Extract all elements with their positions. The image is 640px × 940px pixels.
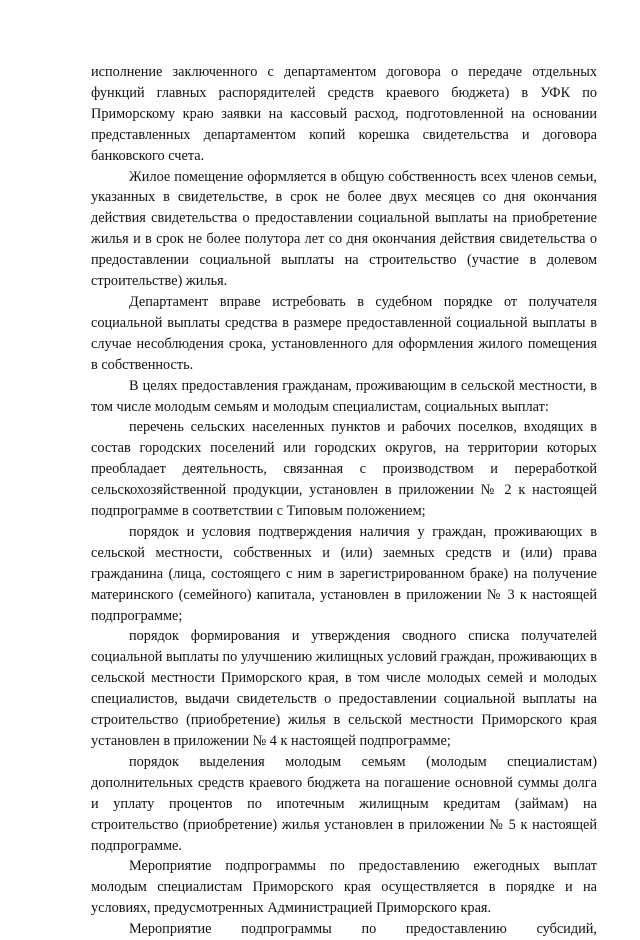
paragraph-young-specialists-payments: Мероприятие подпрограммы по предоставлению ежегодных выплат молодым специалистам Приморского края осуществляется в порядке и на условиях, предусмотренных Администрацией Приморского края. <box>91 858 597 917</box>
paragraph-subsidies-start: Мероприятие подпрограммы по предоставлению субсидий, <box>129 921 597 938</box>
paragraph-own-funds-confirmation: порядок и условия подтверждения наличия у граждан, проживающих в сельской местности, собственных и (или) заемных средств и (или) права гражданина (лица, состоящего с ним в зарегистрированном браке) на получение материнского (семейного) капитала, установлен в приложении № 3 к настоящей подпрограмме; <box>91 523 597 624</box>
paragraph-rural-settlements-list: перечень сельских населенных пунктов и рабочих поселков, входящих в состав городских поселений или городских округов, на территории которых преобладает деятельность, связанная с производством и переработкой сельскохозяйственной продукции, установлен в приложении № 2 к настоящей подпрограмме в соответствии с Типовым положением; <box>91 419 597 520</box>
paragraph-rural-social-payments-intro: В целях предоставления гражданам, проживающим в сельской местности, в том числе молодым семьям и молодым специалистам, социальных выплат: <box>91 377 597 415</box>
paragraph-recipients-list-procedure: порядок формирования и утверждения сводного списка получателей социальной выплаты по улучшению жилищных условий граждан, проживающих в сельской местности Приморского края, в том числе молодых семей и молодых специалистов, выдачи свидетельств о предоставлении социальной выплаты на строительство (приобретение) жилья в сельской местности Приморского края установлен в приложении № 4 к настоящей подпрограмме; <box>91 628 597 749</box>
paragraph-ownership-registration: Жилое помещение оформляется в общую собственность всех членов семьи, указанных в свидетельстве, в срок не более двух месяцев со дня окончания действия свидетельства о предоставлении социальной выплаты на приобретение жилья и в срок не более полутора лет со дня окончания действия свидетельства о предоставлении социальной выплаты на строительство (участие в долевом строительстве) жилья. <box>91 168 597 290</box>
paragraph-bank-account-continuation: исполнение заключенного с департаментом договора о передаче отдельных функций главных распорядителей средств краевого бюджета) в УФК по Приморскому краю заявки на кассовый расход, подготовленной на основании представленных департаментом копий корешка свидетельства и договора банковского счета. <box>91 64 597 164</box>
paragraph-mortgage-support-procedure: порядок выделения молодым семьям (молодым специалистам) дополнительных средств краевого бюджета на погашение основной суммы долга и уплату процентов по ипотечным жилищным кредитам (займам) на строительство (приобретение) жилья установлен в приложении № 5 к настоящей подпрограмме. <box>91 753 597 854</box>
document-page <box>91 62 597 940</box>
paragraph-court-recovery: Департамент вправе истребовать в судебном порядке от получателя социальной выплаты средства в размере предоставленной социальной выплаты в случае несоблюдения срока, установленного для оформления жилого помещения в собственность. <box>91 293 597 373</box>
